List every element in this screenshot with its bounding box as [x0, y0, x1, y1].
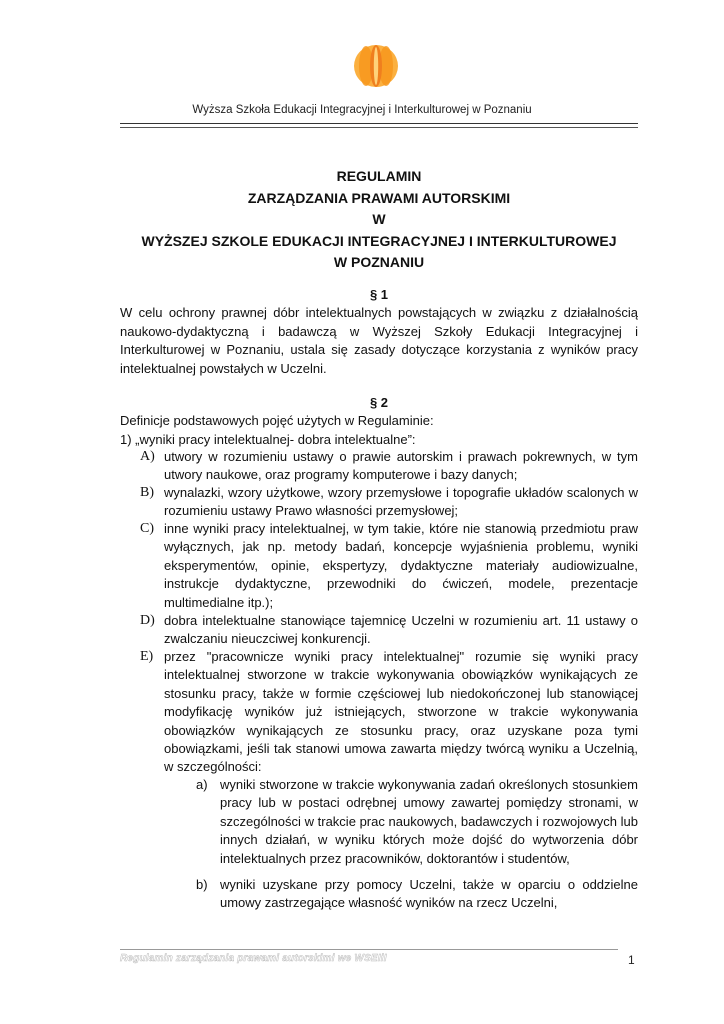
title-line: ZARZĄDZANIA PRAWAMI AUTORSKIMI	[247, 189, 511, 206]
definition-item-1: 1) „wyniki pracy intelektualnej- dobra intelektualne”:	[120, 431, 416, 447]
section-2-heading: § 2	[369, 395, 389, 410]
footer-rule	[120, 949, 618, 950]
list-marker: D)	[140, 613, 155, 628]
section-1-text: W celu ochrony prawnej dóbr intelektualnych powstających w związku z działalnością naukowo-dydaktyczną i badawczą w Wyższej Szkoły Edukacji Integracyjnej i Interkulturowej w Poznaniu, ustala się zasady dotyczące korzystania z wyników pracy intelektualnej powstałych w Uczelni.	[120, 305, 638, 376]
document-title	[120, 166, 638, 274]
list-item-text: dobra intelektualne stanowiące tajemnicę Uczelni w rozumieniu art. 11 ustawy o zwalczaniu nieuczciwej konkurencji.	[164, 613, 638, 647]
title-line: W POZNANIU	[333, 254, 425, 270]
list-item-text: wynalazki, wzory użytkowe, wzory przemysłowe i topografie układów scalonych w rozumieniu ustawy Prawo własności przemysłowej;	[164, 485, 638, 519]
orange-flower-logo-icon	[352, 42, 400, 90]
sub-marker: b)	[196, 877, 208, 892]
list-marker: A)	[140, 449, 155, 464]
title-line: W	[372, 211, 386, 227]
sub-marker: a)	[196, 777, 208, 792]
list-item-a	[140, 448, 638, 485]
list-marker: B)	[140, 485, 154, 500]
section-2-header	[120, 394, 638, 449]
list-item-b	[140, 484, 638, 521]
section-1	[120, 286, 638, 378]
sub-item-text: wyniki stworzone w trakcie wykonywania zadań określonych stosunkiem pracy lub w postaci odrębnej umowy zawartej pomiędzy stronami, w szczególności w trakcie prac naukowych, badawczych i rozwojowych lub innych działań, w wyniku których może dojść do wytworzenia dóbr intelektualnych przez pracowników, doktorantów i studentów,	[220, 777, 638, 866]
sub-item-b	[196, 876, 638, 913]
title-line: WYŻSZEJ SZKOLE EDUKACJI INTEGRACYJNEJ I INTERKULTUROWEJ	[141, 232, 617, 249]
list-item-d	[140, 612, 638, 649]
list-item-text: inne wyniki pracy intelektualnej, w tym takie, które nie stanowią przedmiotu praw wyłącznych, jak np. metody badań, koncepcje wyjaśnienia problemu, wyniki eksperymentów, opinie, ekspertyzy, dydaktyczne materiały audiowizualne, instrukcje dydaktyczne, przewodniki do ćwiczeń, modele, prezentacje multimedialne itp.);	[164, 521, 638, 610]
institution-header: Wyższa Szkoła Edukacji Integracyjnej i Interkulturowej w Poznaniu	[192, 104, 532, 116]
list-item-e	[140, 648, 638, 777]
page-number: 1	[628, 953, 635, 967]
list-marker: E)	[140, 649, 154, 664]
sub-item-a	[196, 776, 638, 868]
section-2-intro: Definicje podstawowych pojęć użytych w Regulaminie:	[120, 413, 434, 429]
sub-item-text: wyniki uzyskane przy pomocy Uczelni, także w oparciu o oddzielne umowy zastrzegające własność wyników na rzecz Uczelni,	[220, 877, 638, 911]
title-line: REGULAMIN	[336, 168, 422, 184]
section-1-heading: § 1	[369, 287, 389, 302]
list-marker: C)	[140, 521, 154, 536]
list-item-c	[140, 520, 638, 612]
header-rule-thick	[120, 123, 638, 124]
header-rule-thin	[120, 127, 638, 128]
footer-document-title: Regulamin zarządzania prawami autorskimi we WSEIiI	[120, 953, 387, 964]
list-item-text: utwory w rozumieniu ustawy o prawie autorskim i prawach pokrewnych, w tym utwory naukowe, oraz programy komputerowe i bazy danych;	[164, 449, 638, 483]
list-item-text: przez "pracownicze wyniki pracy intelektualnej" rozumie się wyniki pracy intelektualnej stworzone w trakcie wykonywania obowiązków wynikających ze stosunku pracy, także w formie częściowej lub niedokończonej lub stanowiącej modyfikację wyników już istniejących, stworzone w trakcie wykonywania obowiązków wynikających ze stosunku pracy, oraz uzyskane poza tymi obowiązkami, jeśli tak stanowi umowa zawarta między twórcą wyniku a Uczelnią, w szczególności:	[164, 649, 638, 775]
